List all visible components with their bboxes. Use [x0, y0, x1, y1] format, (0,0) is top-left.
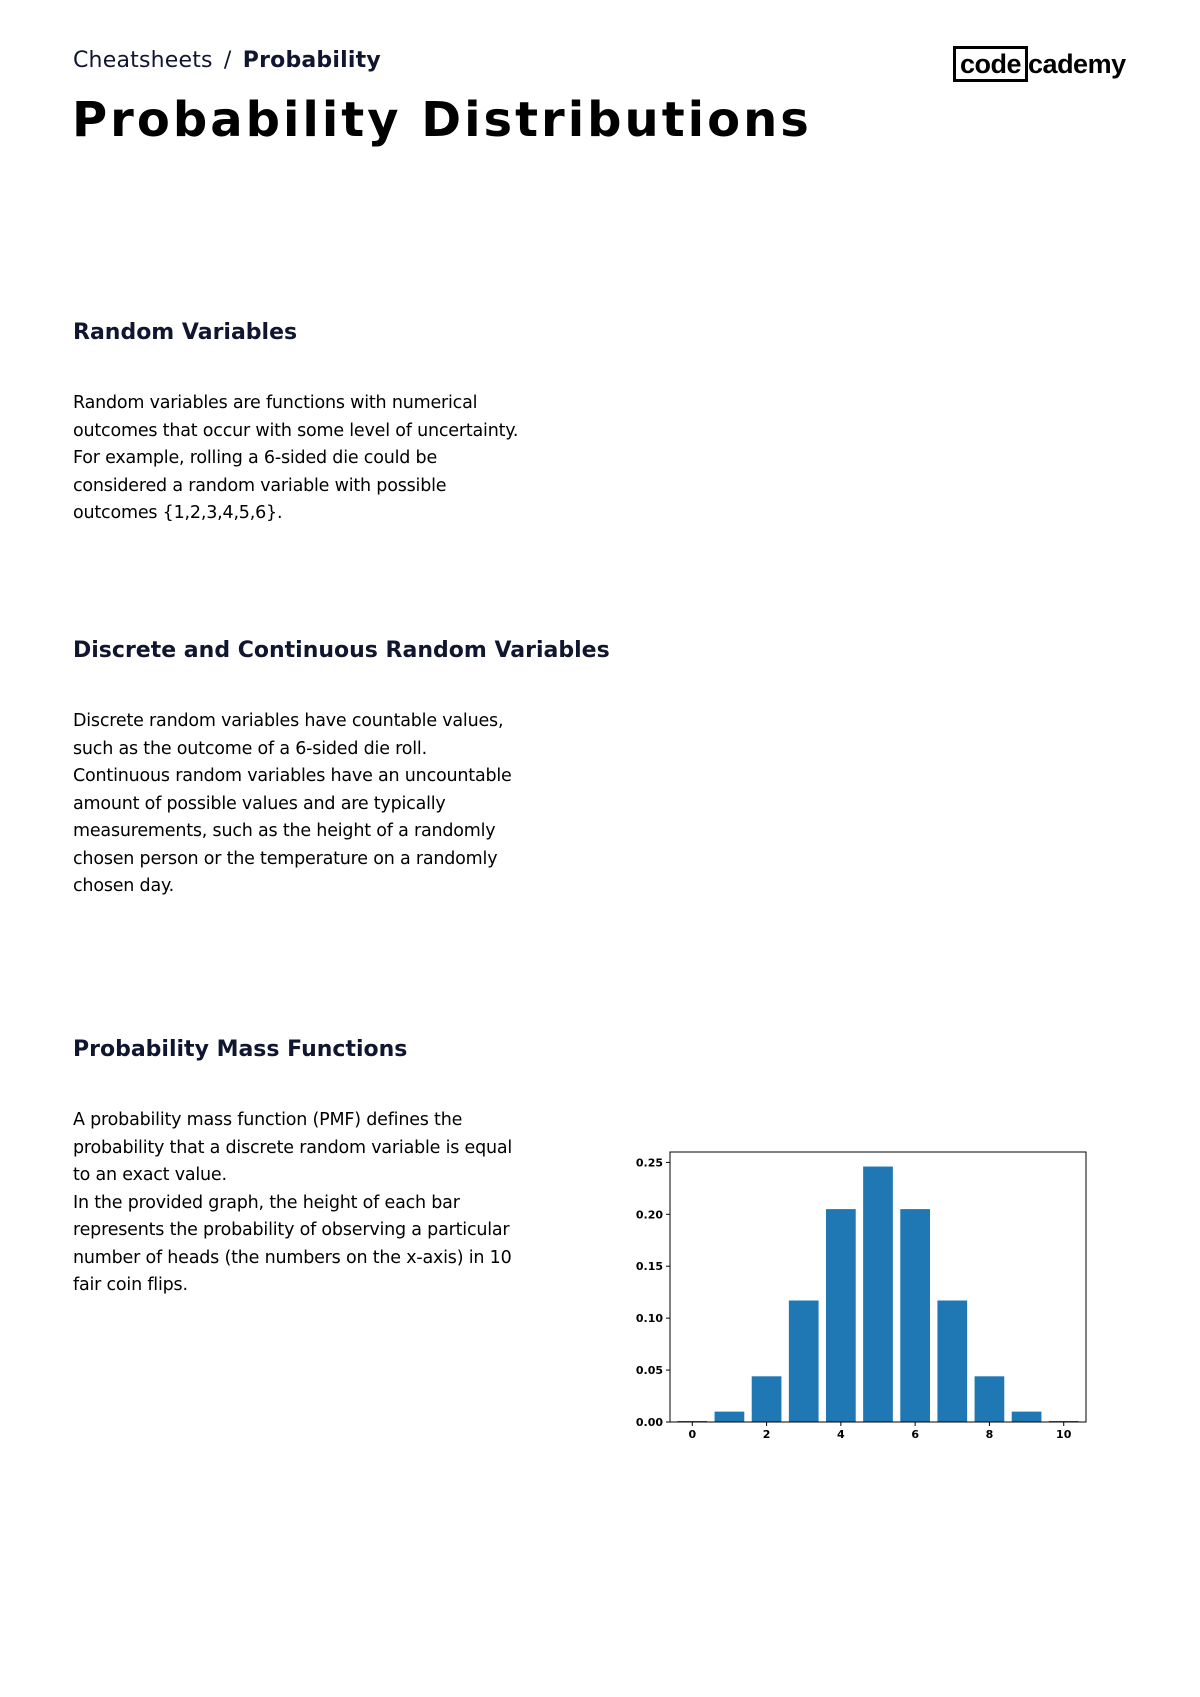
section-heading-pmf: Probability Mass Functions: [73, 1037, 408, 1062]
paragraph: In the provided graph, the height of each bar represents the probability of observing a particular number of heads (the numbers on the x-axis) in 10 fair coin flips.: [73, 1192, 512, 1295]
section-heading-discrete-continuous: Discrete and Continuous Random Variables: [73, 638, 610, 663]
page-title: Probability Distributions: [72, 92, 812, 148]
x-tick-label: 4: [837, 1428, 845, 1441]
paragraph: Discrete random variables have countable values, such as the outcome of a 6-sided die roll.: [73, 711, 504, 759]
paragraph: Random variables are functions with numerical outcomes that occur with some level of uncertainty. For example, rolling a 6-sided die could be considered a random variable with possible outcomes {1,2,3,4,5,6}.: [73, 393, 519, 523]
paragraph: Continuous random variables have an uncountable amount of possible values and are typically measurements, such as the height of a randomly chosen person or the temperature on a randomly chosen day.: [73, 766, 512, 896]
y-tick-label: 0.00: [635, 1416, 663, 1429]
breadcrumb-separator: /: [223, 48, 232, 73]
x-tick-label: 0: [688, 1428, 697, 1441]
chart-bar: [1012, 1412, 1042, 1422]
chart-bar: [937, 1301, 967, 1423]
y-tick-label: 0.10: [635, 1312, 663, 1326]
x-tick-label: 10: [1056, 1428, 1072, 1441]
breadcrumb-parent-link[interactable]: Cheatsheets: [73, 48, 213, 73]
logo-boxed-text: code: [953, 46, 1028, 82]
breadcrumb-current: Probability: [242, 48, 381, 73]
section-body-pmf: [73, 1107, 523, 1300]
logo-rest-text: cademy: [1028, 49, 1126, 79]
breadcrumb: [73, 48, 381, 73]
section-body-discrete-continuous: [73, 708, 523, 901]
x-tick-label: 6: [911, 1428, 919, 1441]
chart-bar: [715, 1412, 745, 1422]
y-tick-label: 0.25: [635, 1156, 663, 1170]
x-tick-label: 8: [985, 1428, 994, 1441]
chart-bar: [826, 1209, 856, 1422]
y-tick-label: 0.20: [635, 1208, 663, 1222]
section-heading-random-variables: Random Variables: [73, 320, 298, 345]
chart-bar: [752, 1376, 782, 1422]
pmf-bar-chart: [620, 1140, 1100, 1460]
y-tick-label: 0.05: [635, 1364, 663, 1378]
paragraph: A probability mass function (PMF) defines the probability that a discrete random variable is equal to an exact value.: [73, 1110, 513, 1185]
chart-bar: [975, 1376, 1005, 1422]
chart-bar: [789, 1301, 819, 1423]
codecademy-logo[interactable]: [953, 46, 1126, 82]
chart-bar: [900, 1209, 930, 1422]
section-body-random-variables: [73, 390, 523, 528]
chart-bar: [863, 1167, 893, 1422]
x-tick-label: 2: [762, 1428, 771, 1441]
y-tick-label: 0.15: [635, 1260, 663, 1274]
